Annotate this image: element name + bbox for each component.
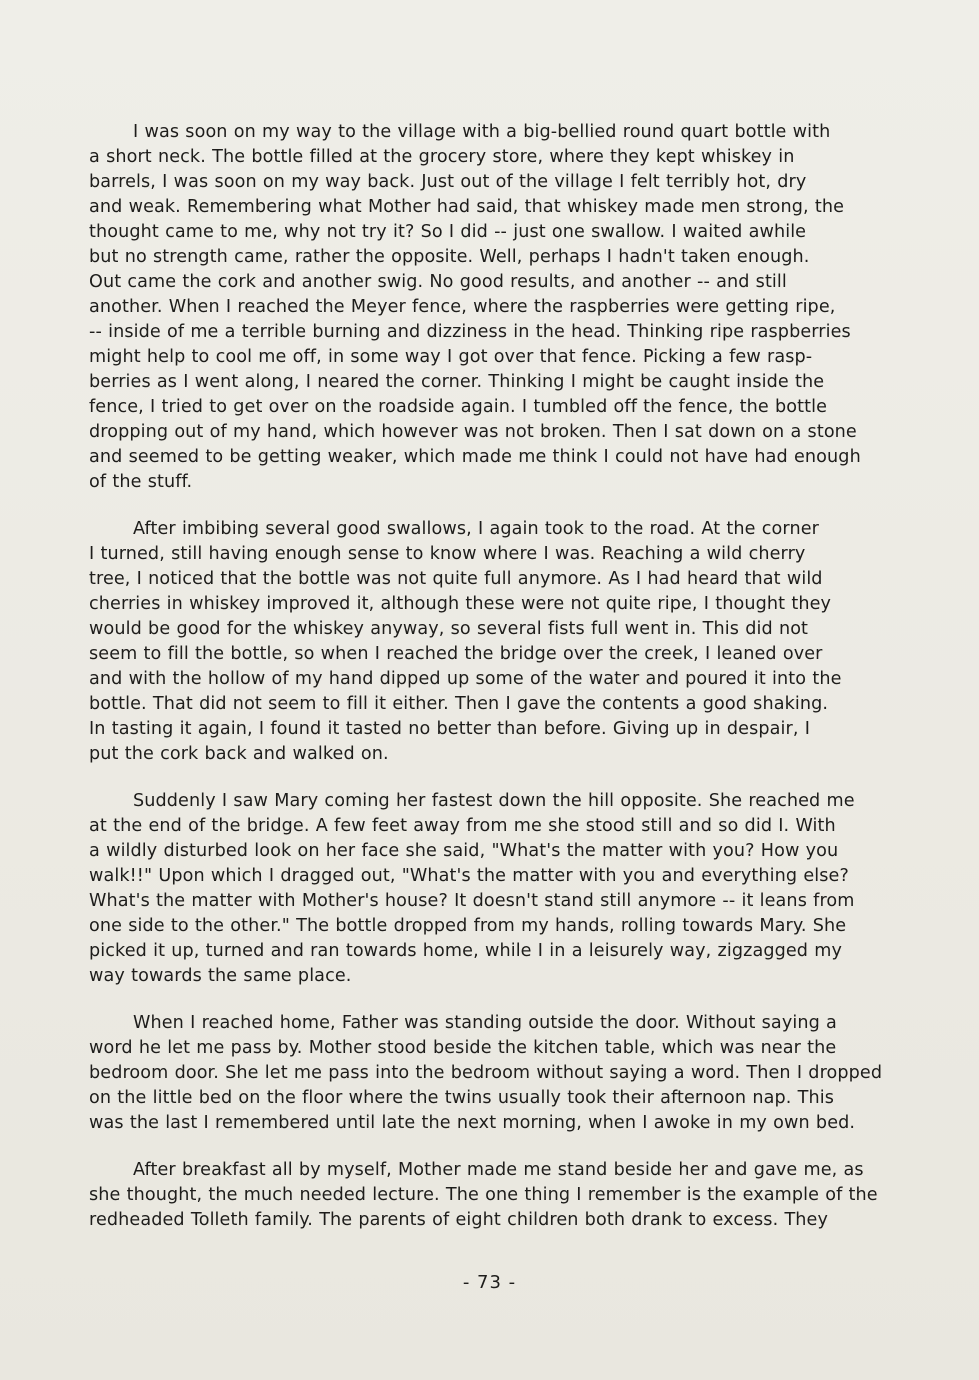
text-line: berries as I went along, I neared the corner. Thinking I might be caught inside the: [89, 372, 825, 392]
text-line: Out came the cork and another swig. No good results, and another -- and still: [89, 272, 787, 292]
paragraph: [89, 1158, 927, 1233]
paragraph: [89, 1011, 927, 1136]
text-line: at the end of the bridge. A few feet away from me she stood still and so did I. With: [89, 816, 836, 836]
text-line: would be good for the whiskey anyway, so several fists full went in. This did not: [89, 619, 809, 639]
text-line: barrels, I was soon on my way back. Just out of the village I felt terribly hot, dry: [89, 172, 807, 192]
text-line: seem to fill the bottle, so when I reached the bridge over the creek, I leaned over: [89, 644, 823, 664]
text-line: bedroom door. She let me pass into the bedroom without saying a word. Then I dropped: [89, 1063, 883, 1083]
text-line: dropping out of my hand, which however was not broken. Then I sat down on a stone: [89, 422, 857, 442]
text-line: and with the hollow of my hand dipped up some of the water and poured it into the: [89, 669, 842, 689]
text-line: fence, I tried to get over on the roadside again. I tumbled off the fence, the bottle: [89, 397, 828, 417]
text-line: walk!!" Upon which I dragged out, "What's the matter with you and everything else?: [89, 866, 849, 886]
text-line: a wildly disturbed look on her face she said, "What's the matter with you? How you: [89, 841, 839, 861]
text-line: -- inside of me a terrible burning and dizziness in the head. Thinking ripe raspberries: [89, 322, 851, 342]
text-line: another. When I reached the Meyer fence, where the raspberries were getting ripe,: [89, 297, 836, 317]
text-line: might help to cool me off, in some way I got over that fence. Picking a few rasp-: [89, 347, 813, 367]
text-line: picked it up, turned and ran towards home, while I in a leisurely way, zigzagged my: [89, 941, 843, 961]
text-line: I turned, still having enough sense to know where I was. Reaching a wild cherry: [89, 544, 806, 564]
page-number: - 73 -: [462, 1272, 517, 1293]
text-line: on the little bed on the floor where the twins usually took their afternoon nap. This: [89, 1088, 834, 1108]
paragraph-first-line: After imbibing several good swallows, I again took to the road. At the corner: [133, 519, 819, 539]
text-line: way towards the same place.: [89, 966, 352, 986]
text-line: but no strength came, rather the opposite. Well, perhaps I hadn't taken enough.: [89, 247, 810, 267]
paragraph-first-line: Suddenly I saw Mary coming her fastest down the hill opposite. She reached me: [133, 791, 855, 811]
text-line: and weak. Remembering what Mother had said, that whiskey made men strong, the: [89, 197, 845, 217]
text-line: one side to the other." The bottle dropped from my hands, rolling towards Mary. She: [89, 916, 847, 936]
paragraph-first-line: When I reached home, Father was standing outside the door. Without saying a: [133, 1013, 837, 1033]
paragraph-first-line: After breakfast all by myself, Mother made me stand beside her and gave me, as: [133, 1160, 864, 1180]
text-line: a short neck. The bottle filled at the grocery store, where they kept whiskey in: [89, 147, 795, 167]
paragraph: [89, 789, 927, 989]
text-line: tree, I noticed that the bottle was not quite full anymore. As I had heard that wild: [89, 569, 823, 589]
text-line: bottle. That did not seem to fill it either. Then I gave the contents a good shaking.: [89, 694, 829, 714]
text-line: put the cork back and walked on.: [89, 744, 389, 764]
text-line: cherries in whiskey improved it, although these were not quite ripe, I thought they: [89, 594, 832, 614]
text-line: word he let me pass by. Mother stood beside the kitchen table, which was near the: [89, 1038, 837, 1058]
text-line: and seemed to be getting weaker, which made me think I could not have had enough: [89, 447, 861, 467]
text-line: was the last I remembered until late the next morning, when I awoke in my own bed.: [89, 1113, 856, 1133]
paragraph-first-line: I was soon on my way to the village with a big-bellied round quart bottle with: [133, 122, 831, 142]
text-line: In tasting it again, I found it tasted no better than before. Giving up in despair, I: [89, 719, 811, 739]
paragraph: [89, 120, 927, 495]
text-line: of the stuff.: [89, 472, 193, 492]
text-line: What's the matter with Mother's house? It doesn't stand still anymore -- it leans from: [89, 891, 855, 911]
text-line: thought came to me, why not try it? So I did -- just one swallow. I waited awhile: [89, 222, 807, 242]
text-line: redheaded Tolleth family. The parents of eight children both drank to excess. They: [89, 1210, 828, 1230]
text-line: she thought, the much needed lecture. The one thing I remember is the example of the: [89, 1185, 878, 1205]
paragraph: [89, 517, 927, 767]
body-text: [89, 120, 927, 1255]
